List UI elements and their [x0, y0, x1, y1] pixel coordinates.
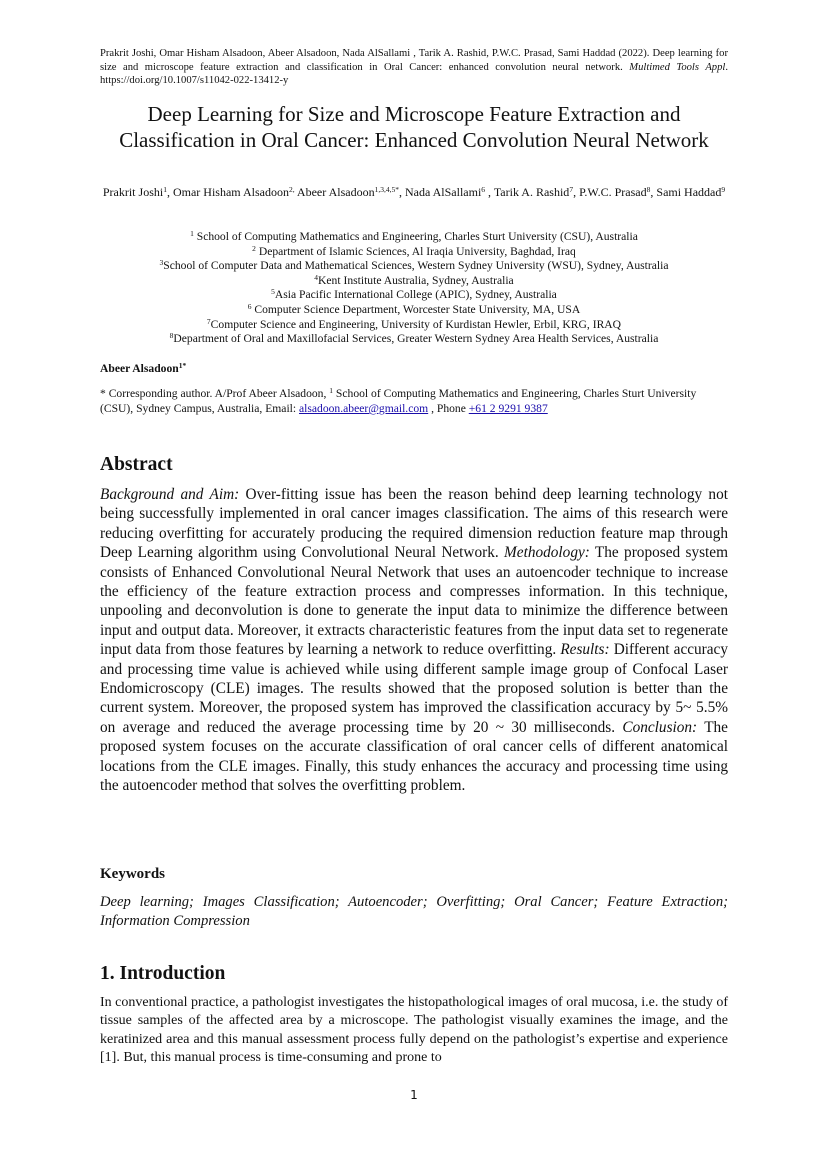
corresponding-name-text: Abeer Alsadoon	[100, 362, 179, 375]
citation-journal: Multimed Tools Appl	[629, 61, 726, 73]
abstract-heading: Abstract	[100, 454, 173, 475]
corresponding-text: * Corresponding author. A/Prof Abeer Alsadoon,	[100, 387, 330, 400]
author-name: Abeer Alsadoon	[294, 185, 375, 199]
abstract-label-methodology: Methodology:	[504, 544, 590, 562]
paper-title: Deep Learning for Size and Microscope Feature Extraction and Classification in Oral Cancer: Enhanced Convolution Neural Network	[119, 102, 709, 152]
citation-text: Prakrit Joshi, Omar Hisham Alsadoon, Abeer Alsadoon, Nada AlSallami , Tarik A. Rashid, P.W.C. Prasad, Sami Haddad (2022). Deep learning for size and microscope feature extraction and classification in Oral Cancer: enhanced convolution neural network.	[100, 48, 728, 73]
affiliation-item	[100, 259, 728, 274]
email-link[interactable]: alsadoon.abeer@gmail.com	[299, 402, 429, 415]
affiliation-text: Asia Pacific International College (APIC), Sydney, Australia	[274, 288, 557, 302]
author-name: , Tarik A. Rashid	[485, 185, 570, 199]
corresponding-text: , Phone	[428, 402, 469, 415]
affiliation-text: Computer Science and Engineering, University of Kurdistan Hewler, Erbil, KRG, IRAQ	[210, 317, 622, 331]
affiliation-sup: 3	[159, 258, 164, 268]
author-sup: 9	[721, 185, 726, 194]
abstract-text: Different accuracy and processing time value is achieved while using different sample image group of Confocal Laser Endomicroscopy (CLE) images. The results showed that the proposed solution is better than the current system. Moreover, the proposed system has improved the classification accuracy by 5~ 5.5% on average and reduced the average processing time by 20 ~ 30 milliseconds.	[100, 641, 728, 736]
introduction-body: In conventional practice, a pathologist investigates the histopathological images of oral mucosa, i.e. the study of tissue samples of the affected area by a microscope. The pathologist visually examines the image, and the keratinized area and this manual assessment process fully depend on the pathologist’s expertise and experience [1]. But, this manual process is time-consuming and prone to	[100, 995, 728, 1065]
corresponding-author-details	[100, 386, 728, 416]
author-sup: 2,	[288, 185, 295, 194]
abstract-text: Over-fitting issue has been the reason behind deep learning technology not being successfully implemented in oral cancer images classification. The aims of this research were reducing overfitting for accurately producing the required dimension reduction feature map through Deep Learning algorithm using Convolutional Neural Network.	[100, 486, 728, 562]
affiliation-sup: 5	[271, 287, 275, 297]
affiliation-item	[100, 318, 728, 333]
affiliation-sup: 7	[206, 316, 211, 326]
affiliation-text: School of Computer Data and Mathematical Sciences, Western Sydney University (WSU), Sydney, Australia	[163, 259, 669, 273]
affiliation-sup: 8	[169, 331, 174, 341]
affiliation-text: Department of Islamic Sciences, Al Iraqia University, Baghdad, Iraq	[255, 244, 576, 258]
corresponding-name-sup: 1*	[178, 361, 187, 370]
affiliation-text: School of Computing Mathematics and Engineering, Charles Sturt University (CSU), Australia	[193, 230, 638, 243]
affiliation-sup: 4	[314, 272, 319, 282]
introduction-heading: 1. Introduction	[100, 963, 226, 984]
affiliation-item	[100, 288, 728, 303]
affiliation-sup: 1	[190, 229, 194, 238]
author-sup: 8	[646, 185, 651, 194]
citation-header	[100, 47, 728, 88]
abstract-text: The proposed system focuses on the accurate classification of oral cancer cells of different anatomical locations from the CLE images. Finally, this study enhances the accuracy and processing time using the autoencoder method that solves the overfitting problem.	[100, 718, 728, 795]
corresponding-text: School of Computing Mathematics and Engineering, Charles Sturt University (CSU), Sydney Campus, Australia, Email:	[100, 387, 697, 415]
author-sup: 1	[163, 185, 167, 194]
affiliation-text: Computer Science Department, Worcester State University, MA, USA	[251, 302, 581, 316]
abstract-label-results: Results:	[560, 641, 610, 659]
author-sup: 7	[569, 185, 574, 194]
affiliation-item	[100, 303, 728, 318]
author-sup: 1,3,4,5*	[374, 185, 399, 194]
citation-doi: . https://doi.org/10.1007/s11042-022-13412-y	[100, 61, 728, 87]
corresponding-author-name	[100, 362, 186, 375]
abstract-label-background: Background and Aim:	[100, 486, 240, 503]
affiliation-list	[100, 230, 728, 347]
author-list	[100, 185, 728, 201]
affiliation-item	[100, 245, 728, 260]
affiliation-item	[100, 274, 728, 289]
author-name: Prakrit Joshi	[102, 185, 164, 199]
author-name: , P.W.C. Prasad	[573, 185, 647, 199]
keywords-heading: Keywords	[100, 866, 165, 882]
corresponding-sup: 1	[329, 386, 334, 395]
affiliation-item	[100, 332, 728, 347]
author-name: , Sami Haddad	[650, 185, 722, 199]
author-sup: 6	[481, 185, 486, 194]
affiliation-sup: 2	[252, 243, 256, 253]
affiliation-text: Department of Oral and Maxillofacial Services, Greater Western Sydney Area Health Services, Australia	[173, 332, 659, 346]
affiliation-sup: 6	[247, 301, 252, 311]
keywords-text: Deep learning; Images Classification; Autoencoder; Overfitting; Oral Cancer; Feature Extraction; Information Compression	[100, 894, 728, 929]
abstract-text: The proposed system consists of Enhanced Convolutional Neural Network that uses an autoencoder technique to increase the efficiency of the feature extraction process and compresses information. In this technique, unpooling and deconvolution is done to generate the input data to minimize the difference between input and output data. Moreover, it extracts characteristic features from the input data set to regenerate input data from those features by learning a network to reduce overfitting.	[100, 544, 728, 659]
abstract-label-conclusion: Conclusion:	[622, 718, 698, 736]
author-name: , Nada AlSallami	[398, 185, 482, 199]
phone-link[interactable]: +61 2 9291 9387	[468, 402, 548, 415]
abstract-body	[100, 485, 728, 796]
page-number: 1	[410, 1088, 418, 1102]
author-name: , Omar Hisham Alsadoon	[166, 185, 289, 199]
affiliation-text: Kent Institute Australia, Sydney, Australia	[318, 273, 514, 287]
affiliation-item	[100, 230, 728, 245]
